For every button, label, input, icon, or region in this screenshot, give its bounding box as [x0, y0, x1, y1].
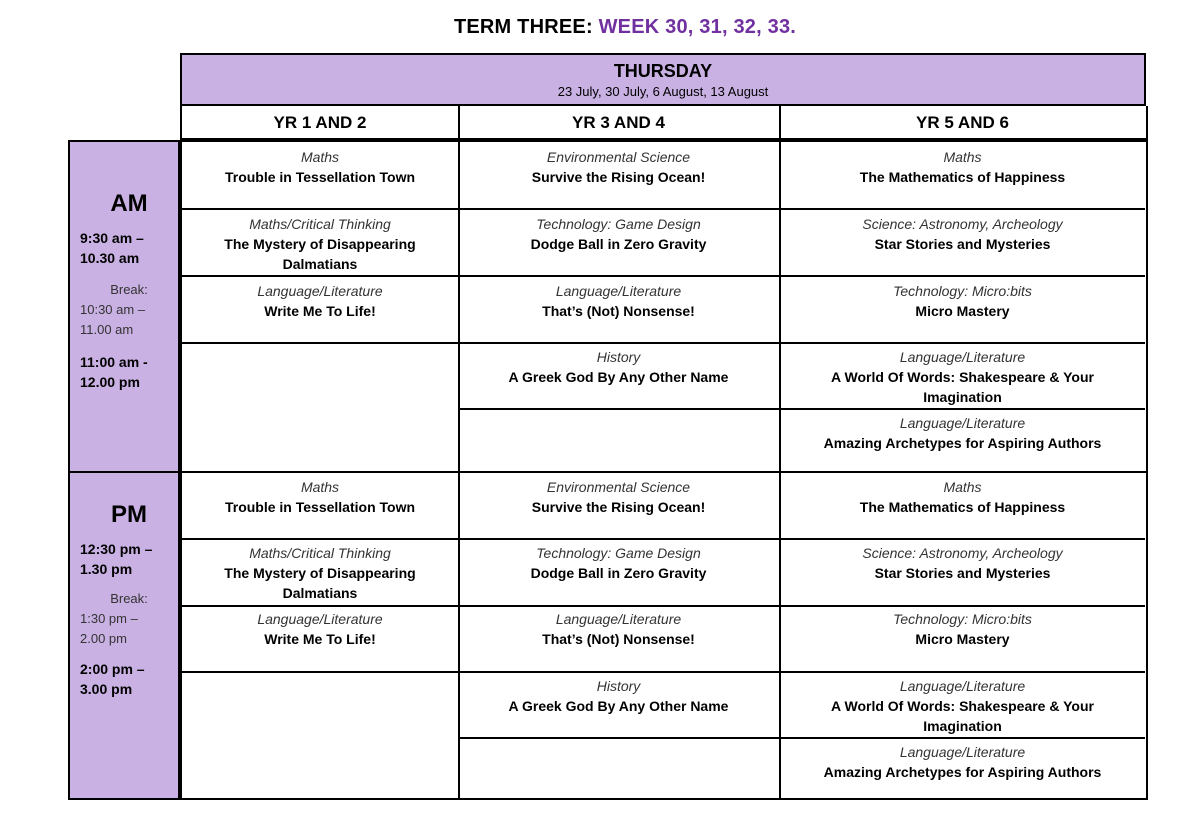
session-activity: The Mathematics of Happiness — [859, 169, 1066, 185]
session-cell — [779, 742, 1146, 782]
session-cell — [212, 543, 428, 603]
session-activity: That’s (Not) Nonsense! — [542, 631, 695, 647]
session-activity: Dodge Ball in Zero Gravity — [530, 565, 707, 581]
column-header-yr12: YR 1 AND 2 — [180, 106, 460, 140]
day-dates: 23 July, 30 July, 6 August, 13 August — [557, 84, 769, 99]
am-time2-start: 11:00 am - — [80, 354, 148, 370]
session-cell — [779, 543, 1146, 583]
page-title — [0, 16, 1200, 39]
session-cell — [779, 214, 1146, 254]
session-activity: The Mathematics of Happiness — [859, 499, 1066, 515]
session-cell — [212, 214, 428, 274]
session-cell — [458, 676, 779, 716]
session-cell — [182, 609, 458, 649]
session-subject: Language/Literature — [257, 283, 383, 299]
session-activity: A Greek God By Any Other Name — [508, 698, 729, 714]
session-subject: History — [596, 349, 641, 365]
session-subject: Science: Astronomy, Archeology — [862, 545, 1063, 561]
session-cell — [809, 347, 1116, 407]
am-time1-end: 10.30 am — [80, 250, 140, 266]
session-subject: Language/Literature — [899, 744, 1026, 760]
session-subject: Language/Literature — [899, 415, 1026, 431]
am-label: AM — [110, 190, 148, 217]
row-divider — [182, 342, 1145, 344]
session-cell — [458, 347, 779, 387]
row-divider — [182, 671, 1145, 673]
session-activity: Amazing Archetypes for Aspiring Authors — [823, 764, 1102, 780]
row-divider — [182, 605, 1145, 607]
session-activity: A Greek God By Any Other Name — [508, 369, 729, 385]
session-activity: The Mystery of Disappearing Dalmatians — [224, 236, 416, 272]
session-subject: Maths — [943, 149, 982, 165]
am-time2-end: 12.00 pm — [80, 374, 140, 390]
session-subject: Technology: Micro:bits — [893, 283, 1032, 299]
pm-break-start: 1:30 pm – — [80, 611, 138, 626]
session-cell — [779, 609, 1146, 649]
session-cell — [182, 281, 458, 321]
day-header — [180, 53, 1146, 106]
row-divider — [182, 208, 1145, 210]
session-cell — [458, 214, 779, 254]
session-activity: Star Stories and Mysteries — [874, 565, 1051, 581]
session-activity: Survive the Rising Ocean! — [531, 499, 706, 515]
session-subject: Environmental Science — [546, 149, 691, 165]
session-cell — [458, 609, 779, 649]
session-activity: Micro Mastery — [915, 631, 1010, 647]
column-header-yr34: YR 3 AND 4 — [458, 106, 781, 140]
title-prefix: TERM THREE: — [453, 16, 593, 38]
am-sidebar — [68, 140, 180, 473]
session-cell — [458, 477, 779, 517]
session-subject: Environmental Science — [546, 479, 691, 495]
title-weeks: WEEK 30, 31, 32, 33. — [598, 16, 797, 38]
session-cell — [779, 477, 1146, 517]
session-activity: A World Of Words: Shakespeare & Your Imagination — [831, 698, 1094, 734]
am-break-start: 10:30 am – — [80, 302, 146, 317]
column-header-yr56: YR 5 AND 6 — [779, 106, 1148, 140]
session-subject: Technology: Game Design — [536, 216, 701, 232]
session-activity: Dodge Ball in Zero Gravity — [530, 236, 707, 252]
session-cell — [182, 477, 458, 517]
session-activity: Write Me To Life! — [264, 303, 376, 319]
session-subject: Language/Literature — [257, 611, 383, 627]
session-subject: Science: Astronomy, Archeology — [862, 216, 1063, 232]
session-subject: Language/Literature — [555, 611, 682, 627]
session-cell — [779, 147, 1146, 187]
row-divider — [458, 737, 1145, 739]
session-cell — [182, 147, 458, 187]
session-activity: Trouble in Tessellation Town — [224, 169, 416, 185]
day-label: THURSDAY — [613, 61, 713, 81]
session-subject: Maths — [943, 479, 982, 495]
pm-time1-end: 1.30 pm — [80, 561, 133, 577]
session-activity: The Mystery of Disappearing Dalmatians — [224, 565, 416, 601]
session-subject: Maths/Critical Thinking — [249, 216, 391, 232]
session-subject: Maths/Critical Thinking — [249, 545, 391, 561]
row-divider — [458, 408, 1145, 410]
session-cell — [458, 281, 779, 321]
session-subject: Technology: Game Design — [536, 545, 701, 561]
session-activity: Trouble in Tessellation Town — [224, 499, 416, 515]
session-activity: Micro Mastery — [915, 303, 1010, 319]
session-activity: That’s (Not) Nonsense! — [542, 303, 695, 319]
am-time1-start: 9:30 am – — [80, 230, 144, 246]
am-break-label: Break: — [110, 282, 148, 297]
row-divider — [182, 538, 1145, 540]
pm-time1-start: 12:30 pm – — [80, 541, 153, 557]
session-subject: Language/Literature — [899, 349, 1026, 365]
am-grid — [180, 140, 1148, 473]
session-subject: Maths — [300, 479, 340, 495]
session-subject: Maths — [300, 149, 340, 165]
session-subject: Language/Literature — [555, 283, 682, 299]
session-activity: A World Of Words: Shakespeare & Your Imagination — [831, 369, 1094, 405]
session-activity: Write Me To Life! — [264, 631, 376, 647]
session-cell — [458, 147, 779, 187]
session-subject: History — [596, 678, 641, 694]
pm-grid — [180, 471, 1148, 800]
session-cell — [779, 413, 1146, 453]
session-subject: Language/Literature — [899, 678, 1026, 694]
session-cell — [458, 543, 779, 583]
pm-time2-start: 2:00 pm – — [80, 661, 145, 677]
row-divider — [182, 275, 1145, 277]
session-activity: Survive the Rising Ocean! — [531, 169, 706, 185]
session-activity: Amazing Archetypes for Aspiring Authors — [823, 435, 1102, 451]
session-subject: Technology: Micro:bits — [893, 611, 1032, 627]
session-cell — [779, 281, 1146, 321]
pm-break-end: 2.00 pm — [80, 631, 127, 646]
am-break-end: 11.00 am — [80, 322, 134, 337]
pm-break-label: Break: — [110, 591, 148, 606]
pm-time2-end: 3.00 pm — [80, 681, 133, 697]
pm-sidebar — [68, 471, 180, 800]
pm-label: PM — [111, 501, 147, 528]
session-activity: Star Stories and Mysteries — [874, 236, 1051, 252]
session-cell — [809, 676, 1116, 736]
